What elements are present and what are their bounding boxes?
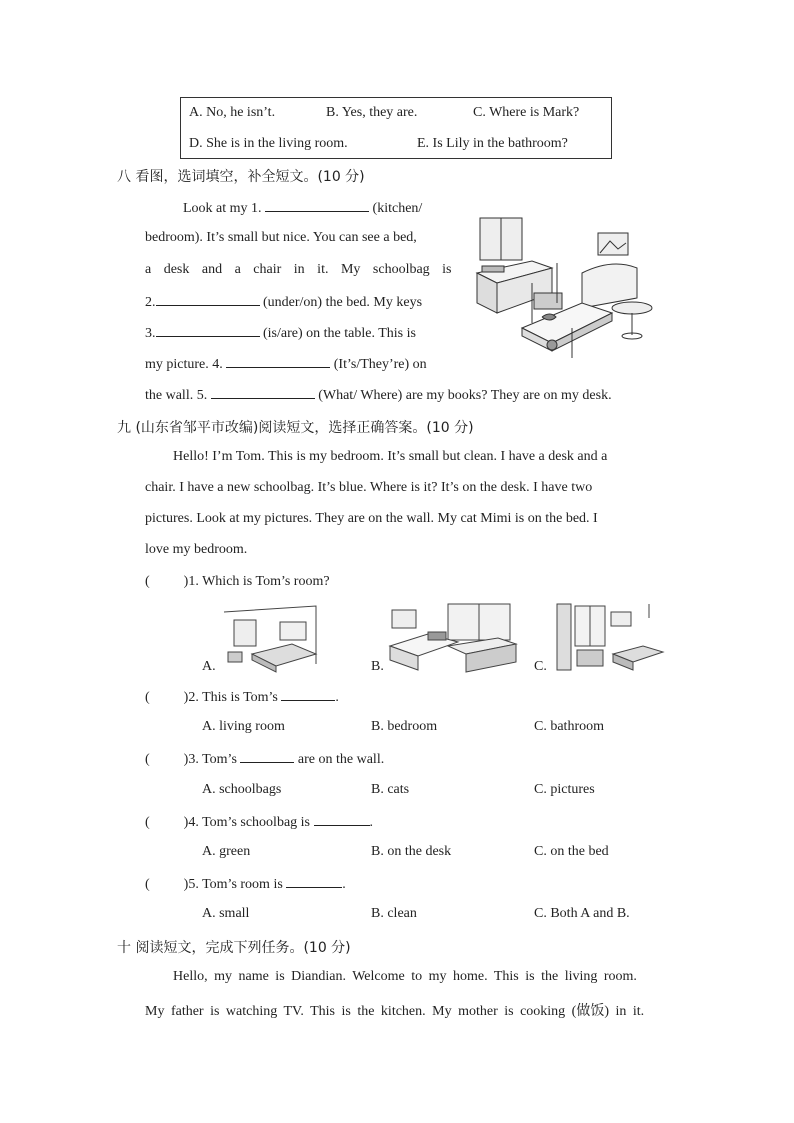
answer-paren-open: (	[145, 690, 150, 705]
s9-paragraph-line2: chair. I have a new schoolbag. It’s blue. Where is it? It’s on the desk. I have two	[145, 480, 593, 495]
q2-option-b[interactable]: B. bedroom	[371, 719, 438, 734]
blank-5[interactable]	[211, 386, 315, 399]
s8-line4-post: (under/on) the bed. My keys	[263, 295, 423, 310]
s8-line5	[145, 324, 416, 342]
s10-paragraph-line2: My father is watching TV. This is the kitchen. My mother is cooking (做饭) in it.	[145, 1004, 645, 1019]
q4-text-post: .	[369, 815, 373, 830]
q5-text-post: .	[342, 877, 346, 892]
q3-blank[interactable]	[240, 750, 294, 763]
q2-text: 2. This is Tom’s	[188, 690, 278, 705]
q3-option-a[interactable]: A. schoolbags	[202, 782, 282, 797]
q2-option-a[interactable]: A. living room	[202, 719, 285, 734]
answer-paren-close: )	[183, 877, 189, 892]
blank-3[interactable]	[156, 324, 260, 337]
q4	[145, 813, 373, 831]
blank-4[interactable]	[226, 355, 330, 368]
s8-line4	[145, 293, 422, 311]
q1-text: 1. Which is Tom’s room?	[188, 574, 330, 589]
s9-paragraph-line3: pictures. Look at my pictures. They are on the wall. My cat Mimi is on the bed. I	[145, 511, 598, 526]
q3-text-post: are on the wall.	[297, 752, 385, 767]
s8-line2: bedroom). It’s small but nice. You can see a bed,	[145, 230, 417, 245]
answer-paren-open: (	[145, 574, 150, 589]
q4-option-a[interactable]: A. green	[202, 844, 251, 859]
section8-heading: 八 看图，选词填空，补全短文。(10 分)	[117, 169, 365, 185]
s8-line1-pre: Look at my 1.	[183, 201, 262, 216]
q5-blank[interactable]	[286, 875, 342, 888]
section10-heading: 十 阅读短文，完成下列任务。(10 分)	[117, 940, 351, 956]
q3	[145, 750, 384, 768]
option-a: A. No, he isn’t.	[189, 105, 276, 120]
q1	[145, 574, 330, 590]
section9-heading: 九 (山东省邹平市改编)阅读短文，选择正确答案。(10 分)	[117, 420, 474, 436]
answer-paren-open: (	[145, 752, 150, 767]
q3-option-c[interactable]: C. pictures	[534, 782, 595, 797]
s8-line6-pre: my picture. 4.	[145, 357, 223, 372]
q5-option-a[interactable]: A. small	[202, 906, 250, 921]
q2-option-c[interactable]: C. bathroom	[534, 719, 604, 734]
q3-option-b[interactable]: B. cats	[371, 782, 410, 797]
answer-paren-open: (	[145, 815, 150, 830]
option-e: E. Is Lily in the bathroom?	[417, 136, 568, 151]
answer-paren-close: )	[183, 752, 189, 767]
answer-paren-close: )	[183, 574, 189, 589]
q5-text: 5. Tom’s room is	[188, 877, 283, 892]
option-d: D. She is in the living room.	[189, 136, 348, 151]
blank-1[interactable]	[265, 199, 369, 212]
s10-paragraph-line1: Hello, my name is Diandian. Welcome to my home. This is the living room.	[173, 969, 637, 984]
q1-option-c-label: C.	[534, 659, 547, 674]
option-b: B. Yes, they are.	[326, 105, 418, 120]
s9-paragraph-line1: Hello! I’m Tom. This is my bedroom. It’s small but clean. I have a desk and a	[173, 449, 608, 464]
s8-line6-post: (It’s/They’re) on	[333, 357, 427, 372]
q5-option-b[interactable]: B. clean	[371, 906, 417, 921]
option-c: C. Where is Mark?	[473, 105, 580, 120]
room-a-image[interactable]	[222, 604, 318, 672]
s8-line7-pre: the wall. 5.	[145, 388, 208, 403]
answer-paren-close: )	[183, 690, 189, 705]
s8-line5-post: (is/are) on the table. This is	[263, 326, 416, 341]
s8-line5-pre: 3.	[145, 326, 156, 341]
answer-paren-close: )	[183, 815, 189, 830]
s8-line6	[145, 355, 427, 373]
q4-text: 4. Tom’s schoolbag is	[188, 815, 310, 830]
bedroom-illustration	[472, 213, 662, 363]
room-c-image[interactable]	[553, 602, 665, 672]
q4-blank[interactable]	[314, 813, 370, 826]
s8-line1-post: (kitchen/	[372, 201, 423, 216]
s8-line7	[145, 386, 612, 404]
room-b-image[interactable]	[388, 602, 520, 672]
q2	[145, 688, 339, 706]
blank-2[interactable]	[156, 293, 260, 306]
q2-blank[interactable]	[281, 688, 335, 701]
q5-option-c[interactable]: C. Both A and B.	[534, 906, 630, 921]
s8-line3: a desk and a chair in it. My schoolbag is	[145, 262, 452, 277]
q2-text-post: .	[335, 690, 339, 705]
q1-option-b-label: B.	[371, 659, 384, 674]
q1-option-a-label: A.	[202, 659, 216, 674]
q4-option-b[interactable]: B. on the desk	[371, 844, 452, 859]
s8-line1	[183, 199, 422, 217]
answer-paren-open: (	[145, 877, 150, 892]
s8-line4-pre: 2.	[145, 295, 156, 310]
q4-option-c[interactable]: C. on the bed	[534, 844, 609, 859]
s9-paragraph-line4: love my bedroom.	[145, 542, 248, 557]
s8-line7-post: (What/ Where) are my books? They are on my desk.	[318, 388, 612, 403]
q3-text: 3. Tom’s	[188, 752, 237, 767]
q5	[145, 875, 346, 893]
